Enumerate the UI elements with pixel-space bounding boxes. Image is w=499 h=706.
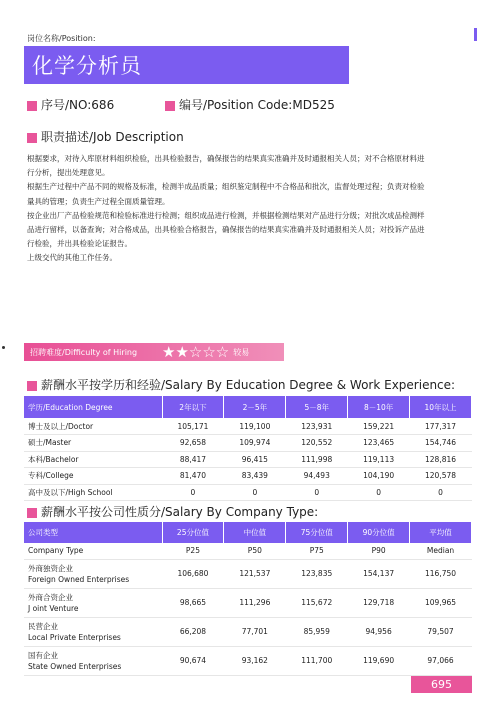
table-cell: 96,415 (224, 451, 286, 468)
desc-line: 根据要求，对待入库原材料组织检验，出具检验报告，确保报告的结果真实准确并及时通报相关人员；对不合格原材料进 (27, 154, 425, 163)
company-type-cn: 外商独资企业 (28, 563, 73, 573)
table-header-row (24, 396, 472, 418)
column-header: 平均值 (410, 522, 472, 543)
table-cell: 93,162 (224, 646, 286, 675)
table-cell: P90 (348, 543, 410, 559)
table-cell: 119,690 (348, 646, 410, 675)
position-code-text: 编号/Position Code:MD525 (179, 98, 335, 112)
table-cell: 115,672 (286, 588, 348, 617)
table-cell (24, 646, 162, 675)
table-cell: 88,417 (162, 451, 224, 468)
table-cell (24, 559, 162, 588)
table-cell: 90,674 (162, 646, 224, 675)
table-cell: P75 (286, 543, 348, 559)
table-cell: 120,552 (286, 435, 348, 452)
table-row (24, 646, 472, 675)
table-row (24, 418, 472, 435)
table-cell: 128,816 (410, 451, 472, 468)
table-cell: 123,465 (348, 435, 410, 452)
table-cell: 0 (348, 484, 410, 501)
education-heading-text: 薪酬水平按学历和经验/Salary By Education Degree & Work Experience: (41, 378, 456, 392)
education-salary-table (24, 396, 472, 501)
table-row (24, 435, 472, 452)
table-cell: 120,578 (410, 468, 472, 485)
table-cell: 66,208 (162, 617, 224, 646)
column-header: 公司类型 (24, 522, 162, 543)
table-cell: 111,296 (224, 588, 286, 617)
table-row (24, 468, 472, 485)
desc-line: 行检验，并出具检验论证报告。 (27, 239, 132, 249)
company-heading (27, 503, 318, 520)
desc-line: 根据生产过程中产品不同的规格及标准，检测半成品质量；组织鉴定制程中不合格品和批次，监督处理过程；负责对检验 (27, 182, 425, 192)
table-cell: 92,658 (162, 435, 224, 452)
table-cell (24, 617, 162, 646)
company-type-cn: 国有企业 (28, 650, 58, 660)
company-type-cn: 外商合资企业 (28, 592, 73, 602)
company-type-en: Foreign Owned Enterprises (28, 574, 130, 584)
column-header: 5－8年 (286, 396, 348, 418)
column-header: 2－5年 (224, 396, 286, 418)
desc-line: 按企业出厂产品检验规范和检验标准进行检测；组织成品进行检测，并根据检测结果对产品进行分级；对批次成品检测样 (27, 210, 425, 220)
square-icon (27, 133, 37, 143)
table-cell: P25 (162, 543, 224, 559)
table-cell: 121,537 (224, 559, 286, 588)
table-cell: 123,835 (286, 559, 348, 588)
table-row (24, 588, 472, 617)
table-cell: 98,665 (162, 588, 224, 617)
table-row (24, 559, 472, 588)
table-cell: 0 (410, 484, 472, 501)
corner-mark (474, 28, 477, 41)
company-type-en: J oint Venture (28, 603, 79, 613)
table-cell: Median (410, 543, 472, 559)
page-number: 695 (411, 676, 472, 693)
square-icon (165, 101, 175, 111)
table-row (24, 617, 472, 646)
company-type-cn: 民营企业 (28, 621, 58, 631)
company-heading-text: 薪酬水平按公司性质分/Salary By Company Type: (41, 505, 319, 519)
table-cell: P50 (224, 543, 286, 559)
table-cell: 154,746 (410, 435, 472, 452)
position-label: 岗位名称/Position: (27, 34, 96, 43)
table-cell: 154,137 (348, 559, 410, 588)
column-header: 2年以下 (162, 396, 224, 418)
table-header-row (24, 522, 472, 543)
education-heading (27, 376, 455, 393)
bullet-dot (2, 346, 5, 349)
table-cell: 106,680 (162, 559, 224, 588)
column-header: 中位值 (224, 522, 286, 543)
table-cell: 81,470 (162, 468, 224, 485)
column-header: 8－10年 (348, 396, 410, 418)
table-cell: 97,066 (410, 646, 472, 675)
desc-line: 品进行留样，以备查询；对合格成品，出具检验合格报告，确保报告的结果真实准确并及时通报相关人员；对投诉产品进 (27, 225, 425, 235)
company-salary-table (24, 522, 472, 676)
column-header: 25分位值 (162, 522, 224, 543)
star-rating-icon: ★★☆☆☆ (162, 343, 230, 361)
table-cell: 本科/Bachelor (24, 451, 162, 468)
difficulty-level: 较易 (233, 347, 250, 357)
table-cell: 79,507 (410, 617, 472, 646)
table-cell: 129,718 (348, 588, 410, 617)
table-cell: 123,931 (286, 418, 348, 435)
table-cell: 高中及以下/High School (24, 484, 162, 501)
serial-number (27, 96, 114, 113)
table-row (24, 484, 472, 501)
table-cell: 94,956 (348, 617, 410, 646)
table-cell: 109,974 (224, 435, 286, 452)
difficulty-label: 招聘难度/Difficulty of Hiring (30, 347, 138, 357)
job-heading-text: 职责描述/Job Description (41, 130, 184, 144)
table-cell: 0 (286, 484, 348, 501)
job-heading (27, 128, 184, 145)
table-cell: 109,965 (410, 588, 472, 617)
table-row (24, 451, 472, 468)
table-cell: 硕士/Master (24, 435, 162, 452)
table-cell: 77,701 (224, 617, 286, 646)
table-cell: Company Type (24, 543, 162, 559)
table-cell: 0 (224, 484, 286, 501)
table-cell: 博士及以上/Doctor (24, 418, 162, 435)
table-cell: 159,221 (348, 418, 410, 435)
table-cell: 专科/College (24, 468, 162, 485)
table-cell: 85,959 (286, 617, 348, 646)
desc-line: 行分析，提出处理意见。 (27, 168, 110, 178)
table-cell (24, 588, 162, 617)
page-title: 化学分析员 (24, 46, 349, 84)
table-cell: 116,750 (410, 559, 472, 588)
table-cell: 94,493 (286, 468, 348, 485)
square-icon (27, 101, 37, 111)
column-header: 学历/Education Degree (24, 396, 162, 418)
column-header: 10年以上 (410, 396, 472, 418)
table-cell: 104,190 (348, 468, 410, 485)
column-header: 75分位值 (286, 522, 348, 543)
table-cell: 119,100 (224, 418, 286, 435)
difficulty-bar (24, 343, 284, 361)
table-cell: 111,998 (286, 451, 348, 468)
desc-line: 量具的管理；负责生产过程全面质量管理。 (27, 196, 170, 206)
table-subheader-row (24, 543, 472, 559)
table-cell: 111,700 (286, 646, 348, 675)
position-code (165, 96, 335, 113)
table-cell: 83,439 (224, 468, 286, 485)
table-cell: 119,113 (348, 451, 410, 468)
square-icon (27, 508, 37, 518)
square-icon (27, 381, 37, 391)
table-cell: 177,317 (410, 418, 472, 435)
job-description (27, 152, 472, 266)
table-cell: 105,171 (162, 418, 224, 435)
company-type-en: State Owned Enterprises (28, 661, 122, 671)
desc-line: 上级交代的其他工作任务。 (27, 253, 117, 263)
serial-text: 序号/NO:686 (41, 98, 115, 112)
company-type-en: Local Private Enterprises (28, 632, 121, 642)
table-cell: 0 (162, 484, 224, 501)
column-header: 90分位值 (348, 522, 410, 543)
